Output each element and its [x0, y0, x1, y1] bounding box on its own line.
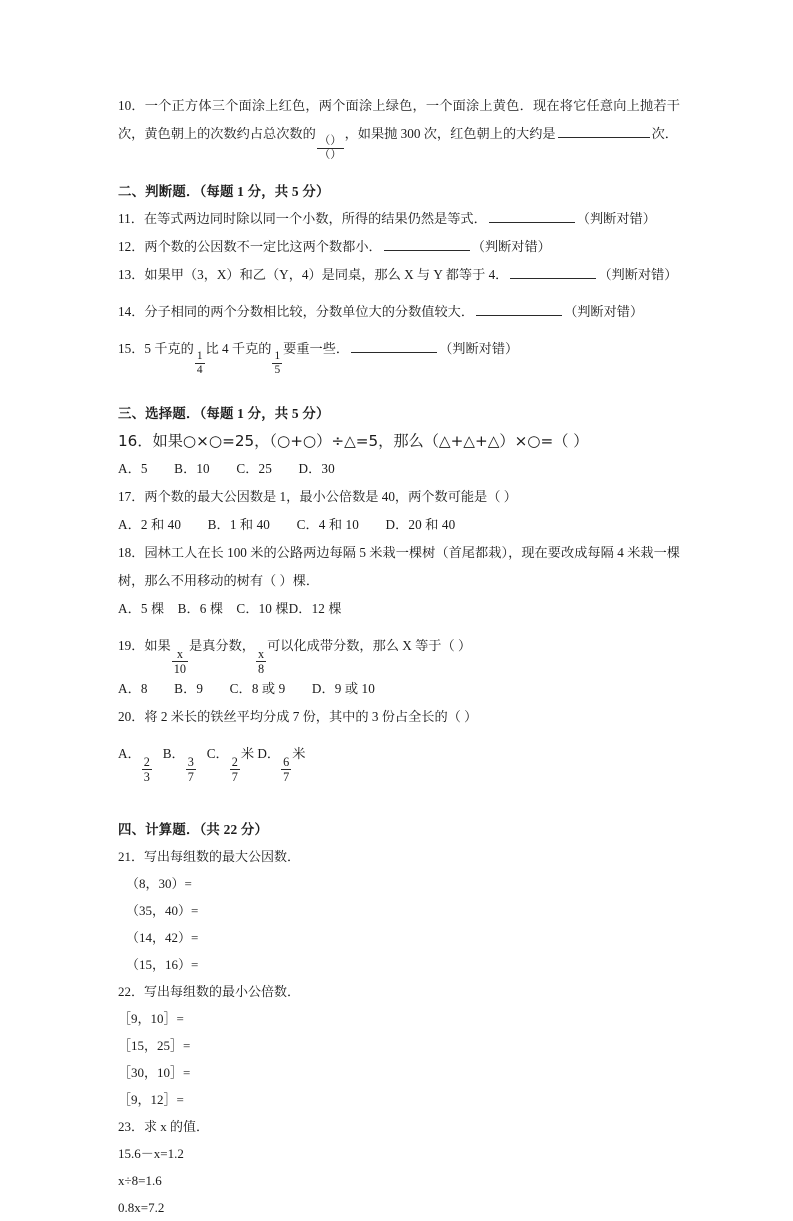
answer-blank[interactable]: [489, 209, 575, 223]
question-19-options[interactable]: A．8 B．9 C．8 或 9 D．9 或 10: [118, 681, 375, 697]
question-22-item-1[interactable]: ［9，10］=: [118, 1011, 184, 1027]
question-10-text-part2: ，如果抛 300 次，红色朝上的大约是: [344, 126, 556, 141]
question-18-stem: 18．园林工人在长 100 米的公路两边每隔 5 米栽一棵树（首尾都栽），现在要改成每隔 4 米栽一棵树，那么不用移动的树有（ ）棵．: [118, 545, 680, 589]
question-12-text: 12．两个数的公因数不一定比这两个数都小．: [118, 238, 382, 254]
question-15-text-part3: 要重一些．: [283, 340, 350, 356]
fraction-numerator: 2: [143, 754, 150, 769]
question-11: [118, 205, 680, 233]
fraction-numerator: x: [176, 646, 183, 661]
fraction-numerator: 1: [196, 349, 203, 362]
section-heading-multiple-choice: 三、选择题．（每题 1 分，共 5 分）: [118, 406, 330, 422]
option-d-label: D．: [257, 746, 281, 762]
question-10: [118, 92, 680, 162]
option-d-fraction: [281, 756, 291, 784]
question-19-text-part3: 可以化成带分数，那么 X 等于（ ）: [267, 638, 472, 654]
fraction-denominator: 5: [274, 364, 281, 377]
answer-blank[interactable]: [558, 124, 650, 138]
question-23-stem: 23．求 x 的值．: [118, 1119, 210, 1135]
option-d[interactable]: [257, 746, 306, 785]
question-22-item-4[interactable]: ［9，12］=: [118, 1092, 184, 1108]
question-17-stem: 17．两个数的最大公因数是 1，最小公倍数是 40，两个数可能是（ ）: [118, 489, 517, 505]
fraction-numerator: 2: [231, 754, 238, 769]
fraction-denominator: 3: [143, 770, 150, 785]
spacer: [118, 162, 680, 179]
answer-blank[interactable]: [351, 339, 437, 353]
spacer: [118, 623, 680, 632]
question-21-item-1[interactable]: （8，30）=: [126, 876, 192, 892]
fraction-numerator: （）: [318, 134, 342, 147]
fraction-denominator: 7: [187, 770, 194, 785]
question-15-fraction-2: [272, 351, 282, 377]
option-b[interactable]: [162, 746, 197, 785]
question-17-options[interactable]: A．2 和 40 B．1 和 40 C．4 和 10 D．20 和 40: [118, 517, 456, 533]
question-13-text: 13．如果甲（3，X）和乙（Y，4）是同桌，那么 X 与 Y 都等于 4．: [118, 266, 509, 282]
question-19-text-part1: 19．如果: [118, 638, 171, 654]
question-23-item-3[interactable]: 0.8x=7.2: [118, 1200, 165, 1216]
fraction-denominator: 10: [173, 662, 187, 677]
question-21-item-2[interactable]: （35，40）=: [126, 903, 199, 919]
option-b-fraction: [186, 756, 196, 784]
question-15-text-part2: 比 4 千克的: [205, 340, 272, 356]
question-11-text: 11．在等式两边同时除以同一个小数，所得的结果仍然是等式．: [118, 210, 487, 226]
question-18-options[interactable]: A．5 棵 B．6 棵 C．10 棵D．12 棵: [118, 601, 342, 617]
spacer: [118, 289, 680, 298]
question-15: [118, 335, 680, 377]
question-10-fraction: [317, 136, 344, 162]
question-14-text: 14．分子相同的两个分数相比较，分数单位大的分数值较大．: [118, 303, 475, 319]
question-23-item-2[interactable]: x÷8=1.6: [118, 1173, 162, 1189]
option-c-fraction: [230, 756, 240, 784]
question-14-tail: （判断对错）: [564, 303, 644, 319]
question-15-text-part1: 15．5 千克的: [118, 340, 194, 356]
answer-blank[interactable]: [476, 302, 562, 316]
spacer: [118, 326, 680, 335]
question-13: [118, 261, 680, 289]
fraction-denominator: 4: [196, 364, 203, 377]
option-a-fraction: [142, 756, 152, 784]
option-c[interactable]: [206, 746, 255, 785]
fraction-denominator: 7: [283, 770, 290, 785]
option-c-unit: 米: [240, 746, 255, 762]
spacer: [118, 376, 680, 401]
question-19-fraction-1: [172, 648, 188, 676]
option-d-unit: 米: [292, 746, 306, 762]
spacer: [118, 783, 680, 817]
option-a-label: A．: [118, 746, 141, 762]
section-heading-judgement: 二、判断题．（每题 1 分，共 5 分）: [118, 183, 330, 199]
question-21-stem: 21．写出每组数的最大公因数．: [118, 849, 301, 865]
question-14: [118, 298, 680, 326]
fraction-numerator: 3: [187, 754, 194, 769]
fraction-denominator: 7: [231, 770, 238, 785]
question-23-item-1[interactable]: 15.6－x=1.2: [118, 1146, 184, 1162]
question-16-stem: 16．如果○×○=25，（○+○）÷△=5，那么（△+△+△）×○=（ ）: [118, 432, 589, 451]
question-19-fraction-2: [256, 648, 266, 676]
option-b-label: B．: [162, 746, 185, 762]
fraction-numerator: 6: [283, 754, 290, 769]
fraction-numerator: x: [257, 646, 265, 661]
question-21-item-4[interactable]: （15，16）=: [126, 957, 199, 973]
option-c-label: C．: [206, 746, 229, 762]
question-12-tail: （判断对错）: [471, 238, 551, 254]
question-19-text-part2: 是真分数，: [189, 638, 255, 654]
question-10-text-part3: 次．: [651, 126, 678, 141]
question-10-text-part1: 10．一个正方体三个面涂上红色，两个面涂上绿色，一个面涂上黄色．现在将它任意向上抛若干次，黄色朝上的次数约占总次数的: [118, 98, 680, 141]
question-19-stem: [118, 632, 680, 675]
question-22-stem: 22．写出每组数的最小公倍数．: [118, 984, 301, 1000]
answer-blank[interactable]: [510, 265, 596, 279]
answer-blank[interactable]: [384, 237, 470, 251]
question-22-item-2[interactable]: ［15，25］=: [118, 1038, 191, 1054]
fraction-numerator: 1: [274, 349, 281, 362]
question-13-tail: （判断对错）: [598, 266, 678, 282]
question-22-item-3[interactable]: ［30，10］=: [118, 1065, 191, 1081]
question-20-stem: 20．将 2 米长的铁丝平均分成 7 份，其中的 3 份占全长的（ ）: [118, 709, 478, 725]
option-a[interactable]: [118, 746, 153, 785]
question-11-tail: （判断对错）: [576, 210, 656, 226]
question-15-tail: （判断对错）: [439, 340, 519, 356]
fraction-denominator: 8: [257, 662, 265, 677]
question-21-item-3[interactable]: （14，42）=: [126, 930, 199, 946]
question-15-fraction-1: [195, 351, 205, 377]
question-16-options[interactable]: A．5 B．10 C．25 D．30: [118, 461, 335, 477]
question-20-options[interactable]: [118, 740, 680, 783]
spacer: [118, 731, 680, 740]
fraction-denominator: （）: [318, 149, 342, 162]
section-heading-calculation: 四、计算题．（共 22 分）: [118, 822, 269, 838]
question-12: [118, 233, 680, 261]
